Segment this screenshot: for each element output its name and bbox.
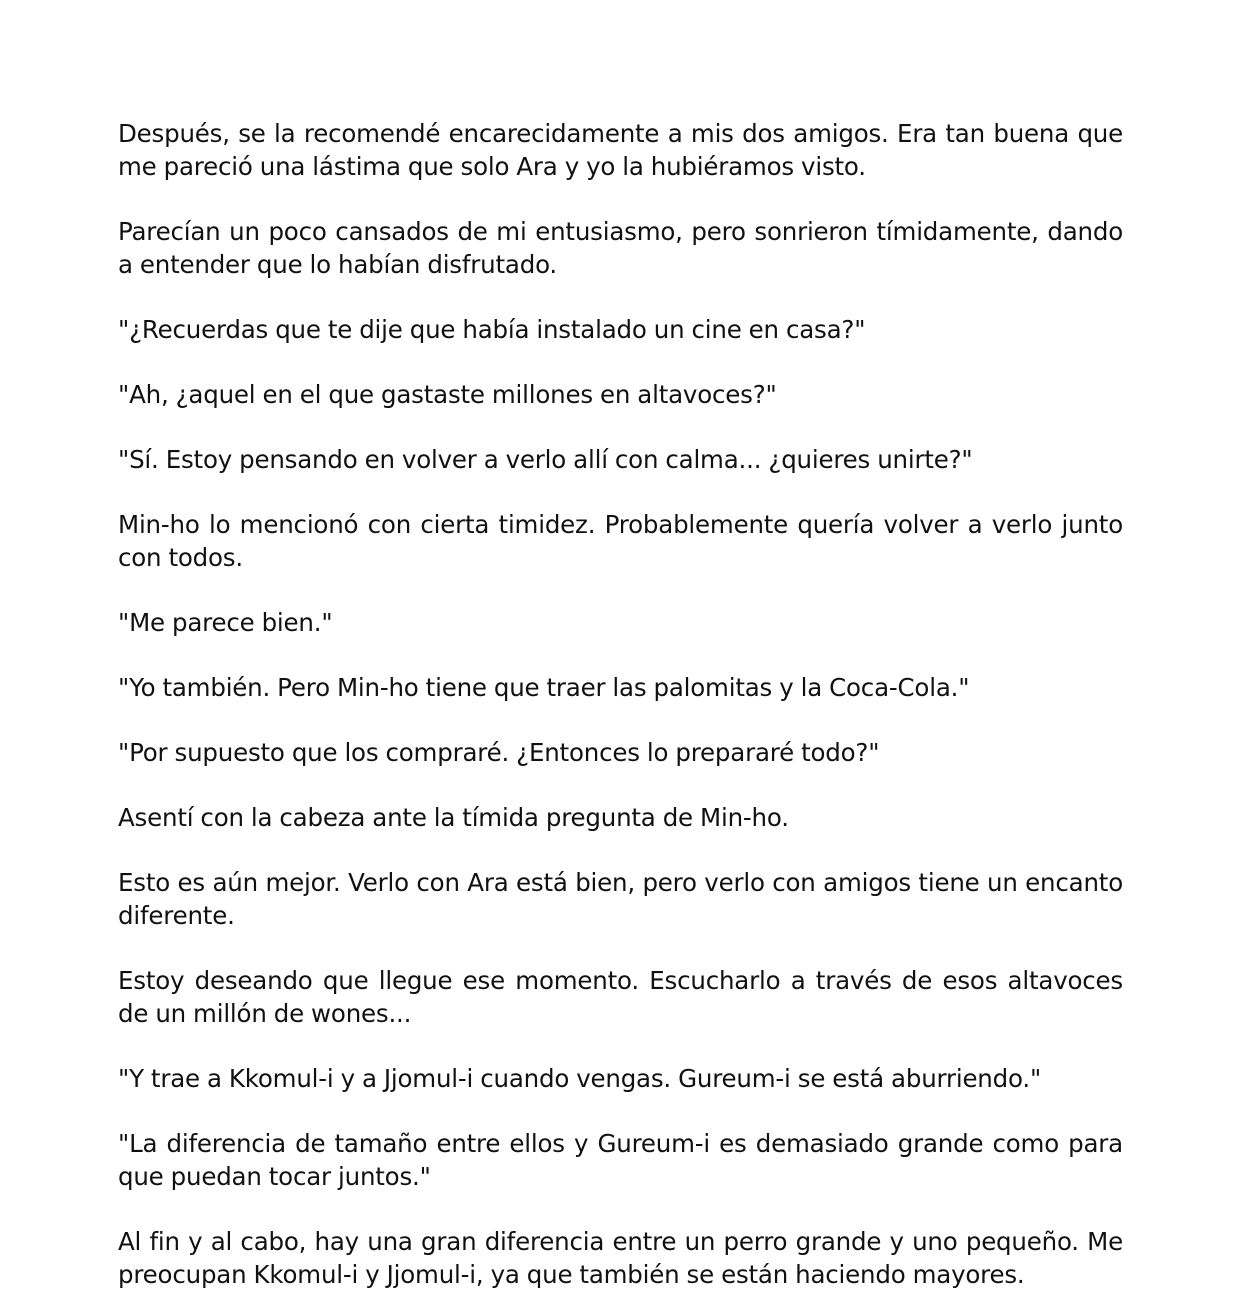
paragraph-6: Estoy deseando que llegue ese momento. Escucharlo a través de esos altavoces de un millón de wones... xyxy=(118,966,1123,1028)
dialogue-line-3: "Sí. Estoy pensando en volver a verlo allí con calma... ¿quieres unirte?" xyxy=(118,445,973,474)
dialogue-line-5: "Yo también. Pero Min-ho tiene que traer las palomitas y la Coca-Cola." xyxy=(118,673,970,702)
paragraph-1: Después, se la recomendé encarecidamente a mis dos amigos. Era tan buena que me pareció una lástima que solo Ara y yo la hubiéramos visto. xyxy=(118,119,1123,181)
paragraph-7: Al fin y al cabo, hay una gran diferencia entre un perro grande y uno pequeño. Me preocupan Kkomul-i y Jjomul-i, ya que también se están haciendo mayores. xyxy=(118,1227,1123,1289)
paragraph-2: Parecían un poco cansados de mi entusiasmo, pero sonrieron tímidamente, dando a entender que lo habían disfrutado. xyxy=(118,217,1123,279)
dialogue-line-8: "La diferencia de tamaño entre ellos y Gureum-i es demasiado grande como para que puedan tocar juntos." xyxy=(118,1129,1123,1191)
paragraph-5: Esto es aún mejor. Verlo con Ara está bien, pero verlo con amigos tiene un encanto diferente. xyxy=(118,868,1123,930)
dialogue-line-7: "Y trae a Kkomul-i y a Jjomul-i cuando vengas. Gureum-i se está aburriendo." xyxy=(118,1064,1042,1093)
dialogue-line-1: "¿Recuerdas que te dije que había instalado un cine en casa?" xyxy=(118,315,866,344)
document-page xyxy=(118,117,1123,1291)
dialogue-line-6: "Por supuesto que los compraré. ¿Entonces lo prepararé todo?" xyxy=(118,738,880,767)
dialogue-line-2: "Ah, ¿aquel en el que gastaste millones en altavoces?" xyxy=(118,380,777,409)
paragraph-4: Asentí con la cabeza ante la tímida pregunta de Min-ho. xyxy=(118,803,789,832)
paragraph-3: Min-ho lo mencionó con cierta timidez. Probablemente quería volver a verlo junto con todos. xyxy=(118,510,1123,572)
dialogue-line-4: "Me parece bien." xyxy=(118,608,333,637)
